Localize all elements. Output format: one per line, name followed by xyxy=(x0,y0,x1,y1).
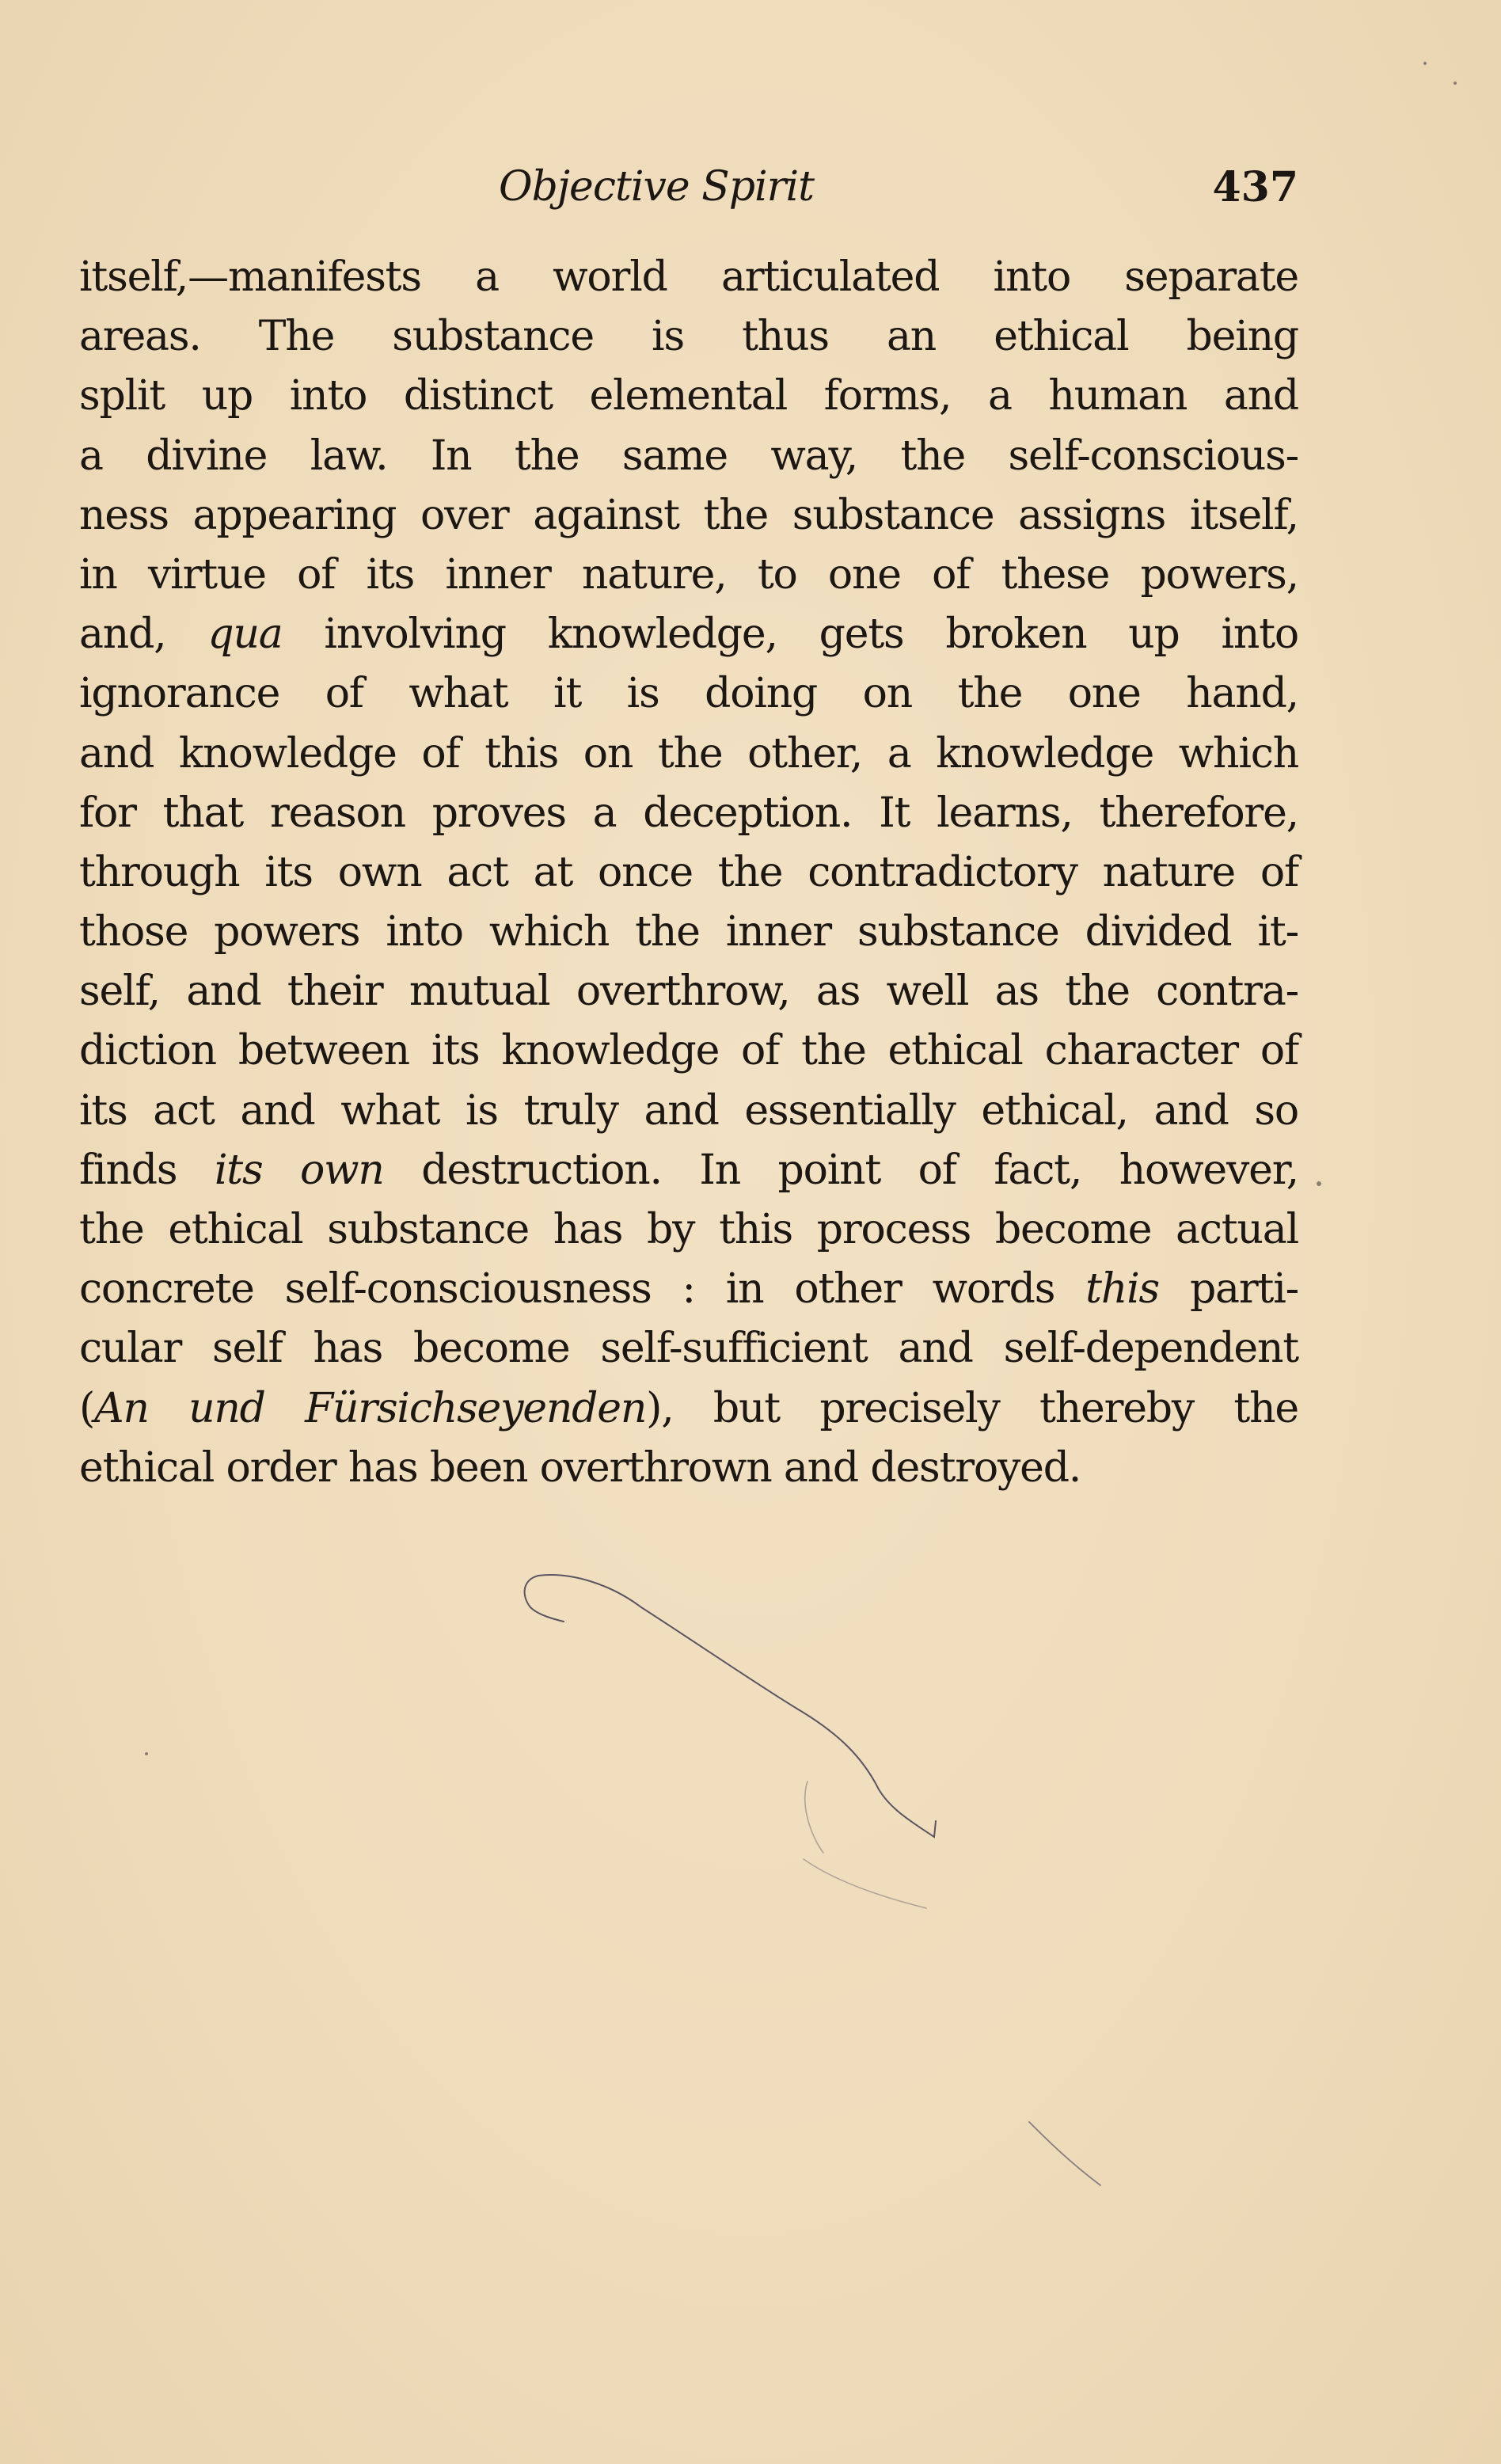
italic-text: its own xyxy=(214,1146,384,1194)
text-line xyxy=(79,486,1298,546)
text-line xyxy=(79,843,1298,903)
page-number: 437 xyxy=(1212,163,1298,211)
text-line xyxy=(79,784,1298,843)
text-line xyxy=(79,546,1298,605)
text-line xyxy=(79,605,1298,664)
text-line xyxy=(79,248,1298,307)
italic-text: this xyxy=(1085,1265,1160,1314)
text-segment: cular self has become self-sufficient and self-dependent xyxy=(79,1325,1298,1373)
text-line xyxy=(79,1141,1298,1200)
text-line xyxy=(79,367,1298,426)
text-segment: the ethical substance has by this process become actual xyxy=(79,1206,1298,1253)
text-segment: its act and what is truly and essentially ethical, and so xyxy=(79,1086,1298,1135)
text-segment: a divine law. In the same way, the self-conscious- xyxy=(79,432,1298,480)
text-segment: split up into distinct elemental forms, a human and xyxy=(79,372,1298,420)
text-segment: through its own act at once the contradictory nature of xyxy=(79,848,1298,896)
text-line xyxy=(79,962,1298,1021)
body-text xyxy=(79,248,1298,1498)
text-segment: ness appearing over against the substance assigns itself, xyxy=(79,491,1298,539)
text-line xyxy=(79,427,1298,486)
text-segment: concrete self-consciousness : in other words xyxy=(79,1265,1086,1314)
text-line xyxy=(79,1082,1298,1141)
text-segment: ethical order has been overthrown and destroyed. xyxy=(79,1443,1081,1492)
text-segment: areas. The substance is thus an ethical being xyxy=(79,313,1298,361)
text-segment: in virtue of its inner nature, to one of these powers, xyxy=(79,550,1298,599)
text-line xyxy=(79,1260,1298,1319)
text-segment: diction between its knowledge of the ethical character of xyxy=(79,1027,1298,1075)
text-segment: and, xyxy=(79,610,208,659)
text-segment: and knowledge of this on the other, a knowledge which xyxy=(79,729,1298,778)
text-line xyxy=(79,664,1298,724)
text-segment: those powers into which the inner substance divided it- xyxy=(79,908,1298,956)
text-segment: parti- xyxy=(1159,1265,1298,1314)
italic-text: qua xyxy=(207,610,283,659)
text-line xyxy=(79,1319,1298,1378)
text-segment: itself,—manifests a world articulated into separate xyxy=(79,253,1298,301)
text-segment: involving knowledge, gets broken up into xyxy=(282,610,1298,659)
text-line xyxy=(79,1021,1298,1081)
text-segment: ), but precisely thereby the xyxy=(646,1384,1298,1432)
text-line xyxy=(79,1200,1298,1260)
running-title: Objective Spirit xyxy=(499,163,815,211)
text-segment: ignorance of what it is doing on the one hand, xyxy=(79,670,1298,718)
text-segment: self, and their mutual overthrow, as well as the contra- xyxy=(79,968,1298,1016)
italic-text: An und Fürsichseyenden xyxy=(94,1384,647,1432)
text-segment: ( xyxy=(79,1384,95,1432)
text-line xyxy=(79,903,1298,962)
running-head xyxy=(79,158,1298,222)
text-line xyxy=(79,1439,1298,1498)
text-segment: finds xyxy=(79,1146,215,1194)
text-line xyxy=(79,1379,1298,1439)
text-line xyxy=(79,307,1298,367)
text-segment: for that reason proves a deception. It learns, therefore, xyxy=(79,789,1298,837)
text-segment: destruction. In point of fact, however, xyxy=(383,1146,1298,1194)
text-line xyxy=(79,724,1298,784)
